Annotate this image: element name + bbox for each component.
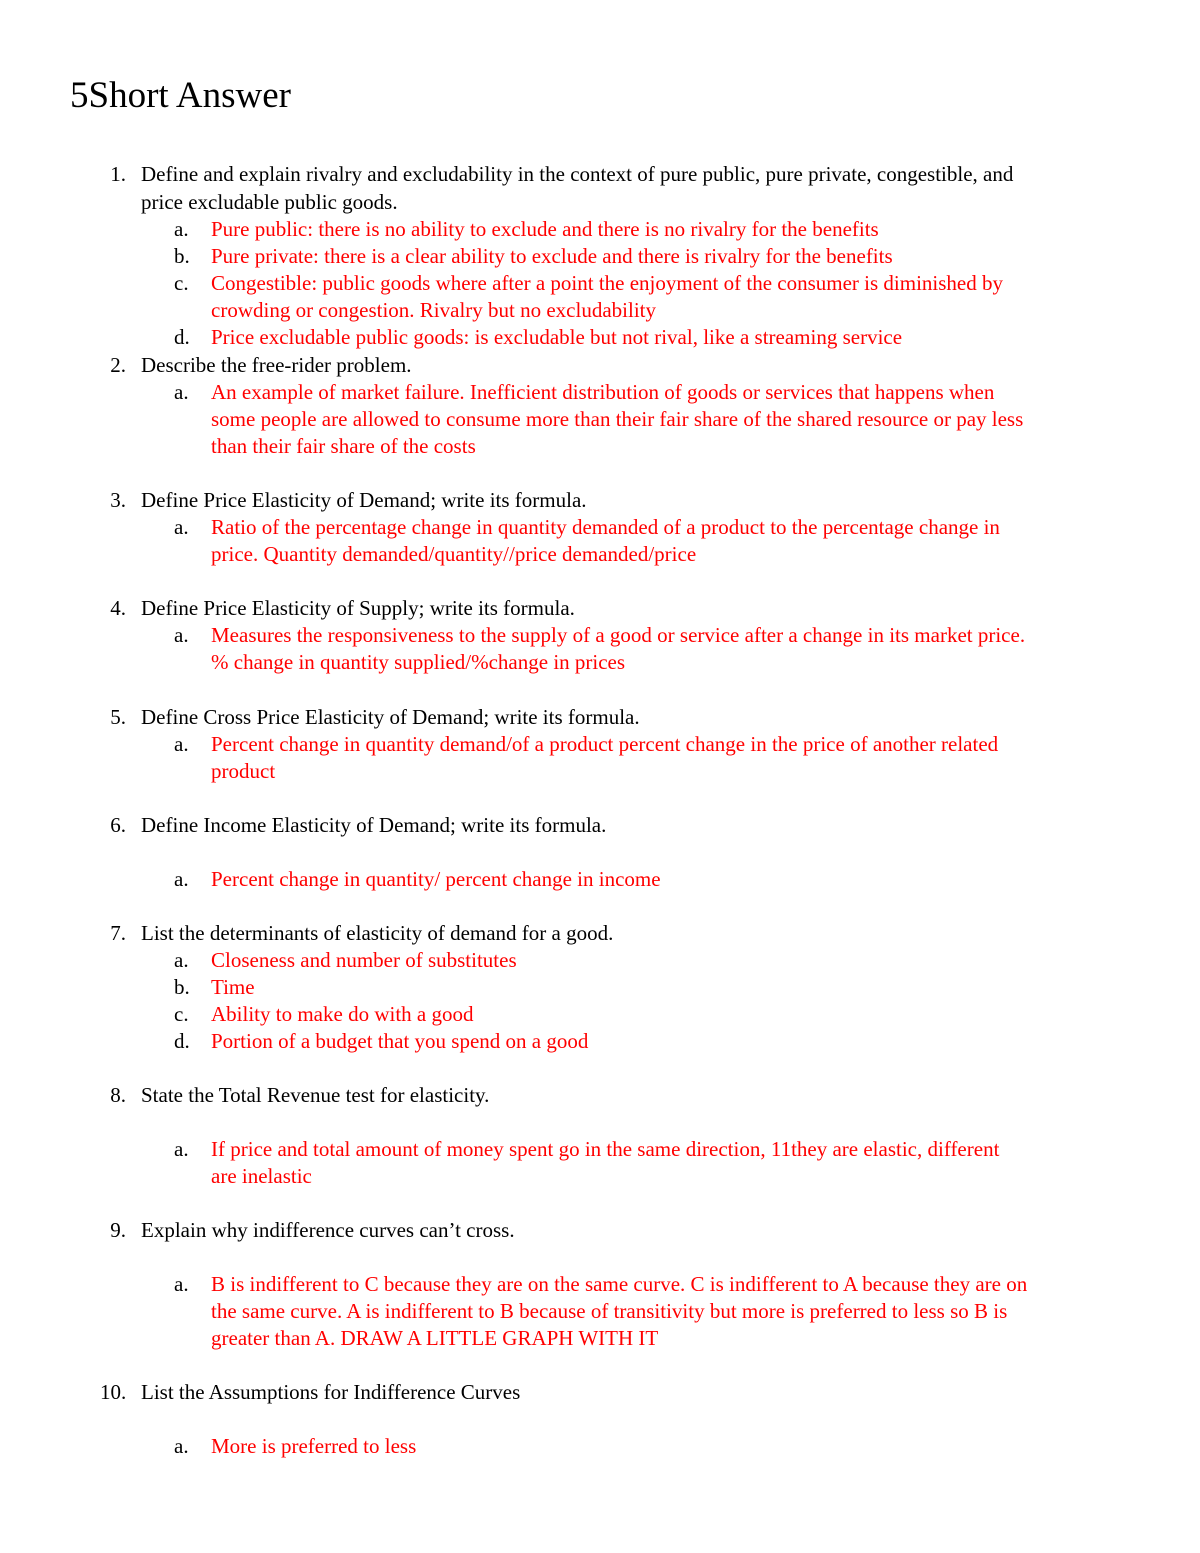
answer-letter: a. [174, 1272, 189, 1296]
answer-letter: a. [174, 380, 189, 404]
answer-text: Measures the responsiveness to the supply of a good or service after a change in its market price. [211, 623, 1026, 647]
answer-text: crowding or congestion. Rivalry but no excludability [211, 298, 656, 322]
question-text: Describe the free-rider problem. [141, 353, 412, 377]
question-number: 9. [110, 1218, 126, 1242]
question-text: Define Price Elasticity of Supply; write its formula. [141, 596, 575, 620]
answer-letter: a. [174, 623, 189, 647]
question-text: Define Cross Price Elasticity of Demand; write its formula. [141, 705, 640, 729]
answer-text: greater than A. DRAW A LITTLE GRAPH WITH IT [211, 1326, 659, 1350]
answer-text: Time [211, 975, 255, 999]
question-number: 4. [110, 596, 126, 620]
question-text: Define and explain rivalry and excludability in the context of pure public, pure private, congestible, and [141, 162, 1014, 186]
answer-text: Ability to make do with a good [211, 1002, 474, 1026]
answer-text: B is indifferent to C because they are on the same curve. C is indifferent to A because they are on [211, 1272, 1028, 1296]
answer-letter: a. [174, 515, 189, 539]
answer-text: price. Quantity demanded/quantity//price demanded/price [211, 542, 697, 566]
answer-text: are inelastic [211, 1164, 312, 1188]
page-title: 5Short Answer [70, 75, 291, 116]
answer-text: product [211, 759, 276, 783]
answer-letter: a. [174, 1434, 189, 1458]
question-text: price excludable public goods. [141, 190, 398, 214]
question-text: List the Assumptions for Indifference Curves [141, 1380, 521, 1404]
question-number: 5. [110, 705, 126, 729]
answer-letter: c. [174, 1002, 189, 1026]
answer-text: Congestible: public goods where after a point the enjoyment of the consumer is diminished by [211, 271, 1004, 295]
answer-text: Pure public: there is no ability to exclude and there is no rivalry for the benefits [211, 217, 879, 241]
answer-letter: d. [174, 325, 190, 349]
answer-text: Closeness and number of substitutes [211, 948, 517, 972]
answer-text: Price excludable public goods: is excludable but not rival, like a streaming service [211, 325, 903, 349]
answer-text: Portion of a budget that you spend on a good [211, 1029, 589, 1053]
question-number: 2. [110, 353, 126, 377]
question-number: 6. [110, 813, 126, 837]
answer-text: the same curve. A is indifferent to B because of transitivity but more is preferred to less so B is [211, 1299, 1008, 1323]
answer-letter: a. [174, 1137, 189, 1161]
answer-text: some people are allowed to consume more than their fair share of the shared resource or pay less [211, 407, 1024, 431]
answer-letter: c. [174, 271, 189, 295]
answer-text: More is preferred to less [211, 1434, 417, 1458]
answer-letter: d. [174, 1029, 190, 1053]
question-text: List the determinants of elasticity of demand for a good. [141, 921, 614, 945]
question-number: 7. [110, 921, 126, 945]
question-text: Define Income Elasticity of Demand; write its formula. [141, 813, 607, 837]
question-text: Define Price Elasticity of Demand; write its formula. [141, 488, 587, 512]
answer-letter: a. [174, 948, 189, 972]
answer-text: Percent change in quantity demand/of a product percent change in the price of another related [211, 732, 999, 756]
answer-text: Percent change in quantity/ percent change in income [211, 867, 661, 891]
question-text: State the Total Revenue test for elasticity. [141, 1083, 490, 1107]
question-number: 10. [100, 1380, 127, 1404]
answer-text: If price and total amount of money spent go in the same direction, 11they are elastic, different [211, 1137, 1000, 1161]
question-number: 1. [110, 162, 126, 186]
answer-letter: a. [174, 732, 189, 756]
question-number: 8. [110, 1083, 126, 1107]
answer-text: than their fair share of the costs [211, 434, 476, 458]
answer-letter: a. [174, 217, 189, 241]
answer-letter: b. [174, 975, 190, 999]
answer-letter: a. [174, 867, 189, 891]
answer-text: Pure private: there is a clear ability to exclude and there is rivalry for the benefits [211, 244, 893, 268]
question-number: 3. [110, 488, 126, 512]
answer-letter: b. [174, 244, 190, 268]
answer-text: Ratio of the percentage change in quantity demanded of a product to the percentage change in [211, 515, 1000, 539]
answer-text: An example of market failure. Inefficient distribution of goods or services that happens when [211, 380, 995, 404]
question-text: Explain why indifference curves can’t cross. [141, 1218, 515, 1242]
answer-text: % change in quantity supplied/%change in prices [211, 650, 626, 674]
